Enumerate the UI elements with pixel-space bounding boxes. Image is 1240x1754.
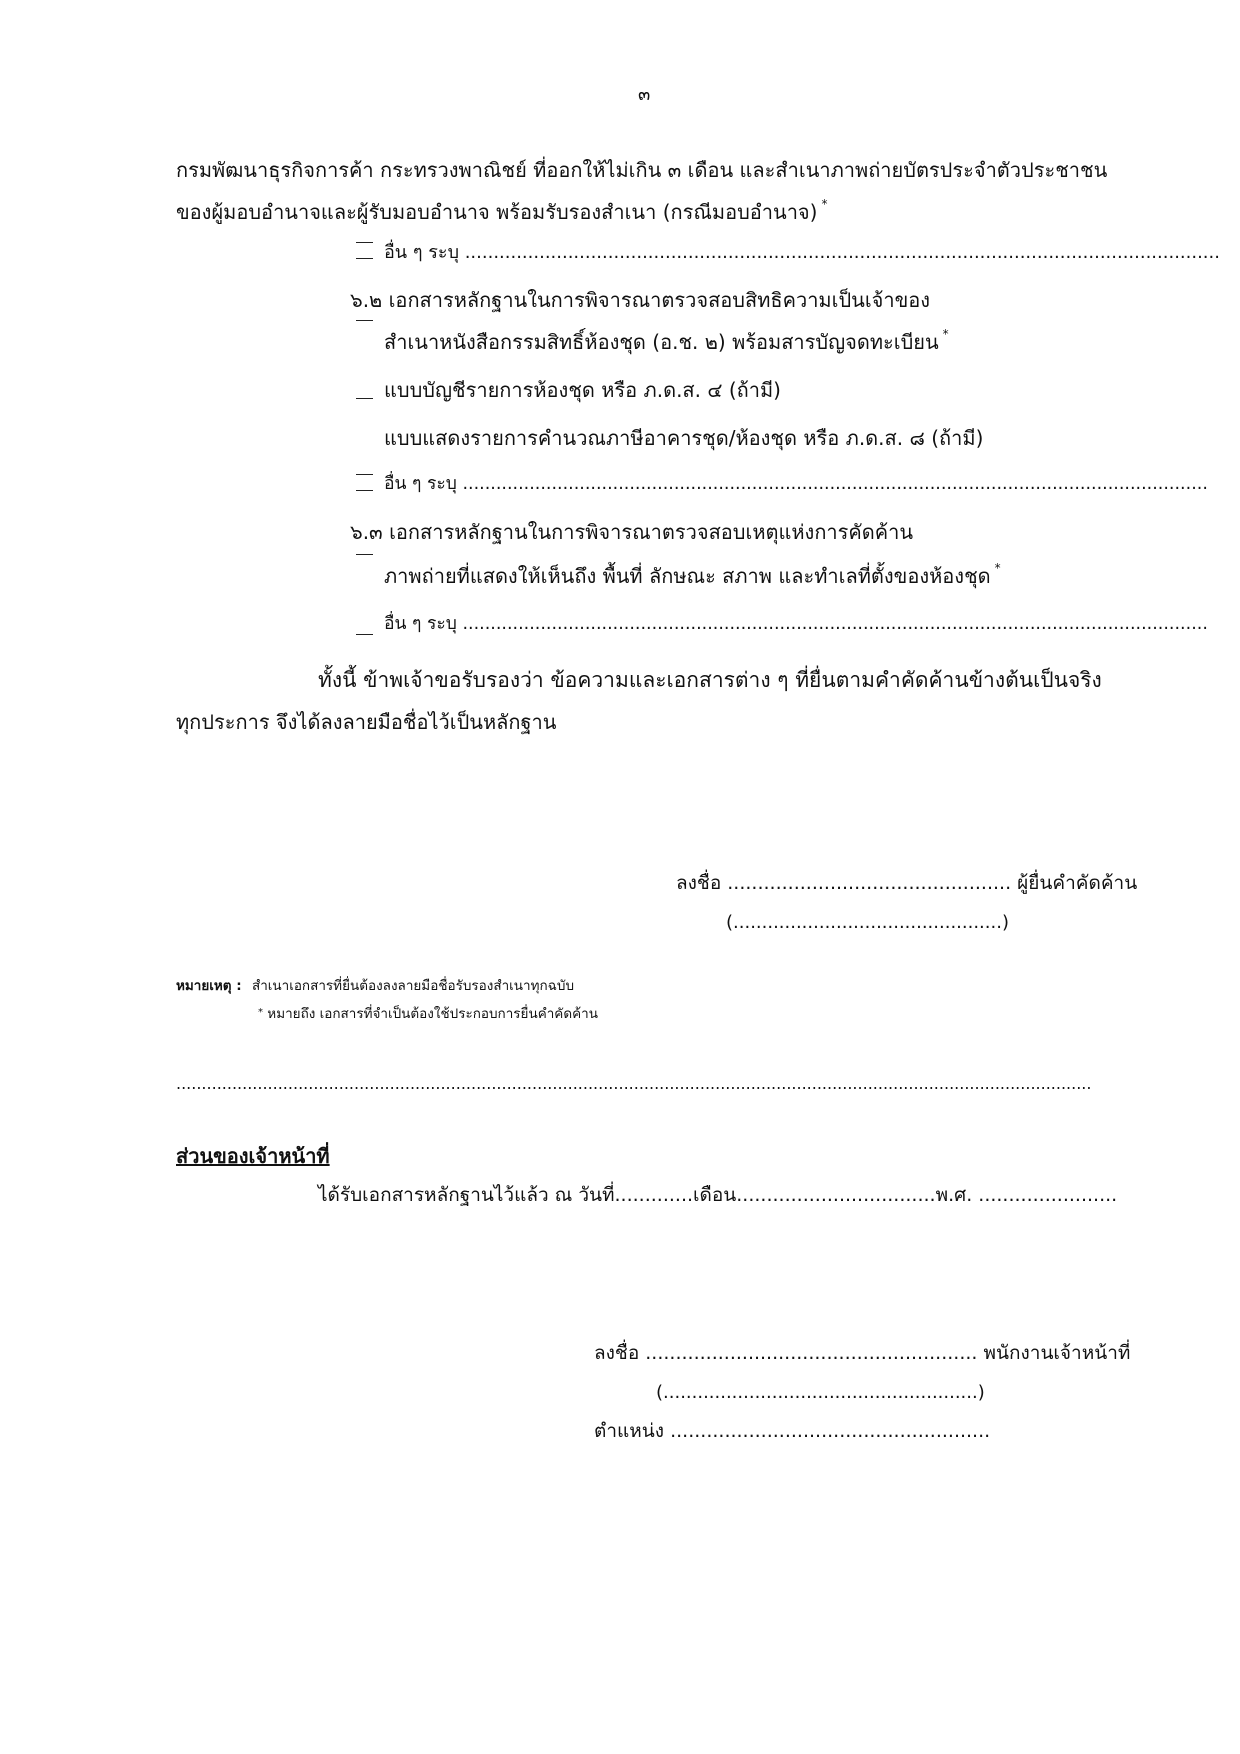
section-6-3-heading: ๖.๓ เอกสารหลักฐานในการพิจารณาตรวจสอบเหตุแห่งการคัดค้าน	[350, 520, 914, 544]
officer-position-line: ตำแหน่ง .....................................................	[594, 1420, 991, 1442]
section-6-2-item-2: แบบบัญชีรายการห้องชุด หรือ ภ.ด.ส. ๔ (ถ้ามี)	[384, 378, 781, 402]
officer-sign-line: ลงชื่อ ....................................................... พนักงานเจ้าหน้าที่	[594, 1342, 1131, 1364]
page-number: ๓	[638, 84, 651, 105]
section-6-2-item-1	[384, 327, 949, 354]
certification-line-2: ทุกประการ จึงได้ลงลายมือชื่อไว้เป็นหลักฐาน	[176, 710, 557, 734]
checkbox-6-2-item-2[interactable]	[356, 382, 373, 399]
remark-text-2: หมายถึง เอกสารที่จำเป็นต้องใช้ประกอบการยื่นคำคัดค้าน	[267, 1006, 598, 1022]
section-6-3-item-1-text: ภาพถ่ายที่แสดงให้เห็นถึง พื้นที่ ลักษณะ สภาพ และทำเลที่ตั้งของห้องชุด	[384, 564, 991, 588]
separator-dots: ....................................................................................................................................................................................	[176, 1074, 1092, 1093]
checkbox-6-3-item-1[interactable]	[356, 554, 373, 571]
continuation-line-2	[176, 197, 828, 224]
remark-text-1: สำเนาเอกสารที่ยื่นต้องลงลายมือชื่อรับรองสำเนาทุกฉบับ	[251, 978, 575, 994]
section-6-2-item-1-text: สำเนาหนังสือกรรมสิทธิ์ห้องชุด (อ.ช. ๒) พร้อมสารบัญจดทะเบียน	[384, 330, 939, 354]
remark-line-2	[258, 1008, 598, 1022]
objector-sign-line: ลงชื่อ ............................................... ผู้ยื่นคำคัดค้าน	[676, 872, 1138, 894]
continuation-line-1: กรมพัฒนาธุรกิจการค้า กระทรวงพาณิชย์ ที่ออกให้ไม่เกิน ๓ เดือน และสำเนาภาพถ่ายบัตรประจำตัวประชาชน	[176, 158, 1108, 182]
remark-mark: *	[258, 1007, 263, 1018]
section-6-3-item-1	[384, 561, 1001, 588]
officer-received-line: ได้รับเอกสารหลักฐานไว้แล้ว ณ วันที่.............เดือน.................................พ.ศ. .......................	[318, 1184, 1118, 1206]
continuation-line-2-text: ของผู้มอบอำนาจและผู้รับมอบอำนาจ พร้อมรับรองสำเนา (กรณีมอบอำนาจ)	[176, 200, 818, 224]
section-6-3-other: อื่น ๆ ระบุ ......................................................................................................................................	[384, 614, 1208, 634]
required-mark: *	[942, 327, 949, 341]
checkbox-6-2-other[interactable]	[356, 474, 373, 491]
section-6-2-heading: ๖.๒ เอกสารหลักฐานในการพิจารณาตรวจสอบสิทธิความเป็นเจ้าของ	[350, 288, 931, 312]
other-1-label: อื่น ๆ ระบุ ....................................................................................................................................	[384, 242, 1220, 263]
section-6-2-item-3: แบบแสดงรายการคำนวณภาษีอาคารชุด/ห้องชุด หรือ ภ.ด.ส. ๘ (ถ้ามี)	[384, 426, 984, 450]
officer-name-line: (.......................................................)	[656, 1382, 985, 1403]
required-mark: *	[994, 561, 1001, 575]
remark-label: หมายเหตุ :	[176, 978, 242, 994]
officer-section-heading: ส่วนของเจ้าหน้าที่	[176, 1144, 330, 1168]
section-6-2-other: อื่น ๆ ระบุ ......................................................................................................................................	[384, 474, 1208, 494]
remark-line-1	[176, 980, 574, 994]
objector-name-line: (...............................................)	[726, 912, 1009, 933]
required-mark: *	[821, 197, 828, 211]
certification-line-1: ทั้งนี้ ข้าพเจ้าขอรับรองว่า ข้อความและเอกสารต่าง ๆ ที่ยื่นตามคำคัดค้านข้างต้นเป็นจริง	[318, 668, 1102, 692]
checkbox-6-2-item-1[interactable]	[356, 320, 373, 337]
checkbox-other-1[interactable]	[356, 242, 373, 259]
checkbox-6-3-other[interactable]	[356, 618, 373, 635]
